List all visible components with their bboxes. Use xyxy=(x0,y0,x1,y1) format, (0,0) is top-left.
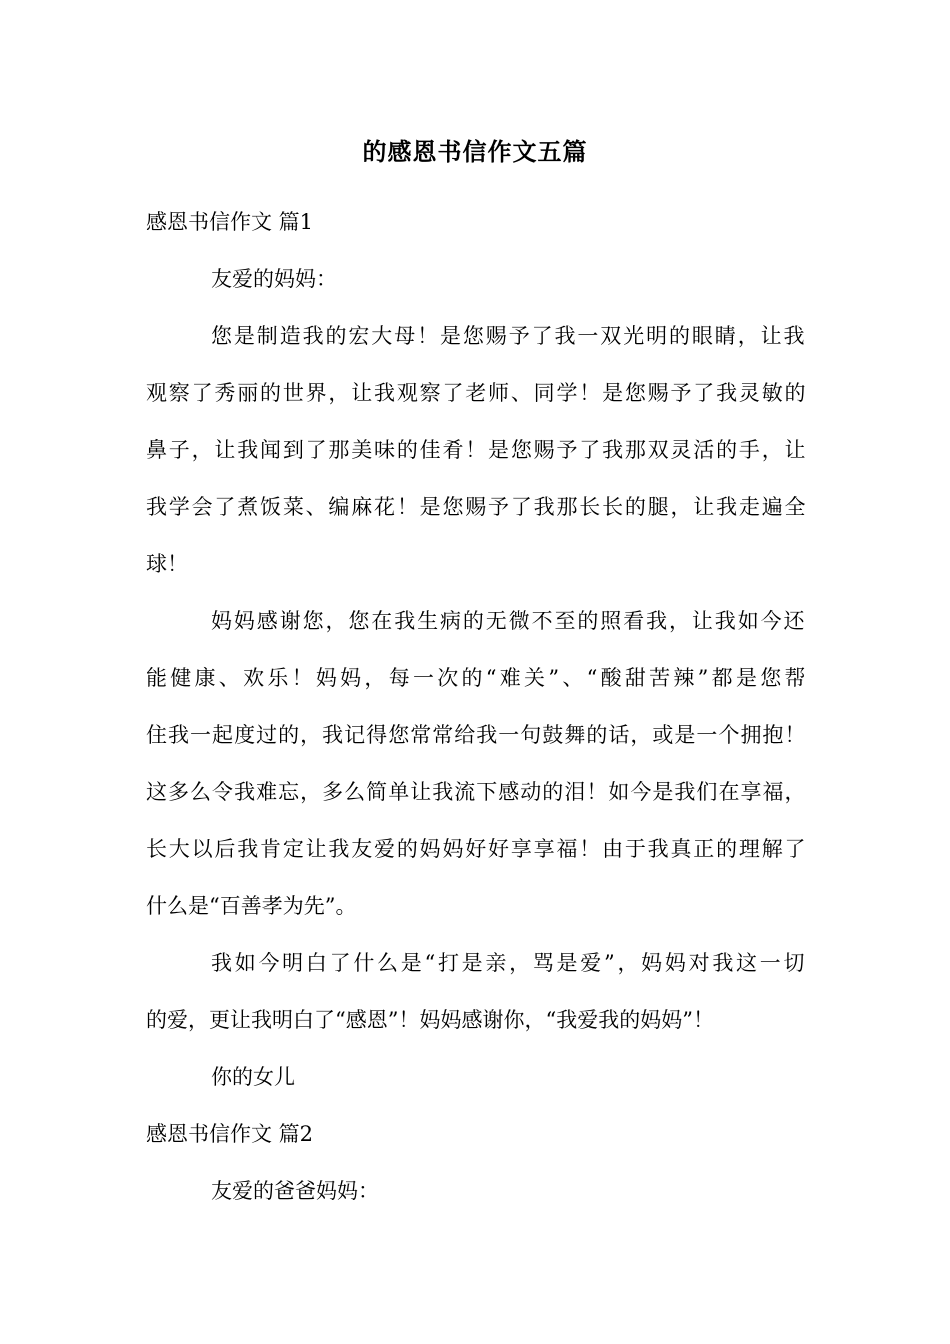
signature-line: 你的女儿 xyxy=(211,1065,295,1089)
paragraph-line: 我如今明白了什么是“打是亲，骂是爱”，妈妈对我这一切 xyxy=(211,951,805,975)
paragraph-line: 能健康、欢乐！妈妈，每一次的“难关”、“酸甜苦辣”都是您帮 xyxy=(146,666,806,690)
paragraph-line: 我学会了煮饭菜、编麻花！是您赐予了我那长长的腿，让我走遍全 xyxy=(146,495,806,519)
paragraph-line: 观察了秀丽的世界，让我观察了老师、同学！是您赐予了我灵敏的 xyxy=(146,381,806,405)
paragraph-line: 球！ xyxy=(146,552,188,576)
salutation: 友爱的爸爸妈妈： xyxy=(211,1179,379,1203)
paragraph-line: 这多么令我难忘，多么简单让我流下感动的泪！如今是我们在享福， xyxy=(146,780,806,804)
section-heading: 感恩书信作文 篇1 xyxy=(146,210,314,234)
paragraph-line: 的爱，更让我明白了“感恩”！妈妈感谢你，“我爱我的妈妈”！ xyxy=(146,1008,714,1032)
paragraph-line: 您是制造我的宏大母！是您赐予了我一双光明的眼睛，让我 xyxy=(211,324,805,348)
paragraph-line: 什么是“百善孝为先”。 xyxy=(146,894,357,918)
paragraph-line: 长大以后我肯定让我友爱的妈妈好好享享福！由于我真正的理解了 xyxy=(146,837,806,861)
page-title: 的感恩书信作文五篇 xyxy=(362,137,588,166)
section-heading: 感恩书信作文 篇2 xyxy=(146,1122,314,1146)
salutation: 友爱的妈妈： xyxy=(211,267,337,291)
paragraph-line: 住我一起度过的，我记得您常常给我一句鼓舞的话，或是一个拥抱！ xyxy=(146,723,806,747)
paragraph-line: 鼻子，让我闻到了那美味的佳肴！是您赐予了我那双灵活的手，让 xyxy=(146,438,806,462)
paragraph-line: 妈妈感谢您，您在我生病的无微不至的照看我，让我如今还 xyxy=(211,609,805,633)
